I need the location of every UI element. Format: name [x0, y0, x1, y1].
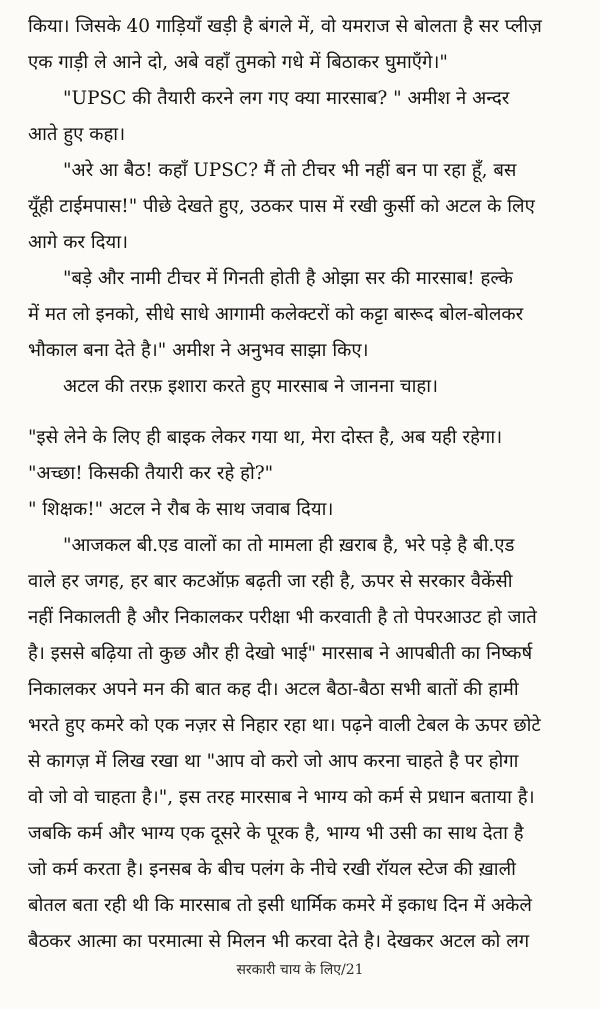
text-line: आगे कर दिया।: [28, 232, 129, 253]
text-line: नहीं निकालती है और निकालकर परीक्षा भी करवाती है तो पेपरआउट हो जाते: [28, 607, 537, 628]
text-line: "अच्छा! किसकी तैयारी कर रहे हो?": [28, 463, 274, 484]
text-line: भौकाल बना देते है।" अमीश ने अनुभव साझा किए।: [28, 340, 369, 361]
page-footer: सरकारी चाय के लिए/21: [236, 962, 364, 978]
text-line: अटल की तरफ़ इशारा करते हुए मारसाब ने जानना चाहा।: [63, 376, 439, 397]
text-line: "बड़े और नामी टीचर में गिनती होती है ओझा सर की मारसाब! हल्के: [63, 268, 513, 289]
text-line: से कागज़ में लिख रखा था "आप वो करो जो आप करना चाहते है पर होगा: [28, 751, 519, 772]
text-line: वाले हर जगह, हर बार कटऑफ़ बढ़ती जा रही है, ऊपर से सरकार वैकेंसी: [28, 571, 513, 592]
text-line: भरते हुए कमरे को एक नज़र से निहार रहा था। पढ़ने वाली टेबल के ऊपर छोटे: [28, 715, 541, 736]
text-line: किया। जिसके 40 गाड़ियाँ खड़ी है बंगले में, वो यमराज से बोलता है सर प्लीज़: [28, 16, 542, 37]
text-line: वो जो वो चाहता है।", इस तरह मारसाब ने भाग्य को कर्म से प्रधान बताया है।: [28, 787, 535, 808]
text-line: "आजकल बी.एड वालों का तो मामला ही ख़राब है, भरे पड़े है बी.एड: [63, 535, 515, 556]
text-line: "इसे लेने के लिए ही बाइक लेकर गया था, मेरा दोस्त है, अब यही रहेगा।: [28, 427, 503, 448]
text-line: "अरे आ बैठ! कहाँ UPSC? मैं तो टीचर भी नहीं बन पा रहा हूँ, बस: [63, 160, 517, 181]
text-line: " शिक्षक!" अटल ने रौब के साथ जवाब दिया।: [28, 499, 334, 520]
text-line: जबकि कर्म और भाग्य एक दूसरे के पूरक है, भाग्य भी उसी का साथ देता है: [28, 823, 524, 844]
text-line: आते हुए कहा।: [28, 124, 126, 145]
text-line: एक गाड़ी ले आने दो, अबे वहाँ तुमको गधे में बिठाकर घुमाएँगे।": [28, 52, 448, 73]
text-line: में मत लो इनको, सीधे साधे आगामी कलेक्टरों को कट्टा बारूद बोल-बोलकर: [28, 304, 524, 325]
text-line: बोतल बता रही थी कि मारसाब तो इसी धार्मिक कमरे में इकाध दिन में अकेले: [28, 895, 532, 916]
text-line: यूँही टाईमपास!" पीछे देखते हुए, उठकर पास में रखी कुर्सी को अटल के लिए: [28, 196, 535, 217]
text-line: है। इससे बढ़िया तो कुछ और ही देखो भाई" मारसाब ने आपबीती का निष्कर्ष: [28, 643, 533, 664]
text-line: निकालकर अपने मन की बात कह दी। अटल बैठा-बैठा सभी बातों की हामी: [28, 679, 519, 700]
text-line: "UPSC की तैयारी करने लग गए क्या मारसाब? " अमीश ने अन्दर: [63, 88, 510, 109]
text-line: जो कर्म करता है। इनसब के बीच पलंग के नीचे रखी रॉयल स्टेज की ख़ाली: [28, 859, 516, 880]
text-line: बैठकर आत्मा का परमात्मा से मिलन भी करवा देते है। देखकर अटल को लग: [28, 931, 530, 952]
